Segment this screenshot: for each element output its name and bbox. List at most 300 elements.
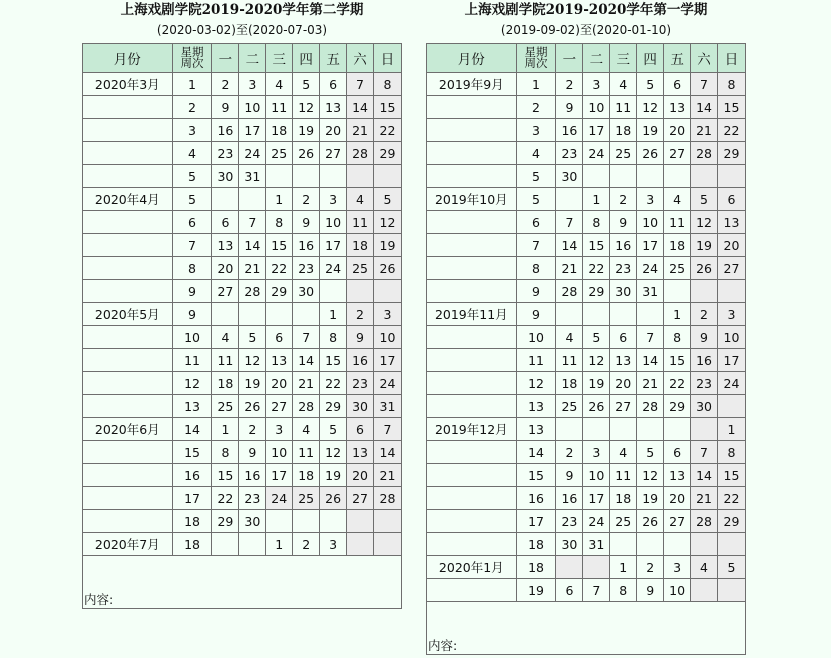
day-cell: 11 — [610, 464, 637, 487]
day-cell: 5 — [293, 73, 320, 96]
day-cell: 21 — [293, 372, 320, 395]
day-cell: 11 — [293, 441, 320, 464]
day-cell: 15 — [717, 464, 745, 487]
day-cell: 8 — [320, 326, 347, 349]
day-cell: 18 — [293, 464, 320, 487]
day-cell — [664, 533, 691, 556]
day-cell: 20 — [610, 372, 637, 395]
calendar-header — [427, 44, 746, 73]
day-cell: 25 — [556, 395, 583, 418]
day-cell: 21 — [691, 119, 718, 142]
calendar-row — [427, 280, 746, 303]
calendar-row — [83, 395, 402, 418]
month-cell: 2020年7月 — [83, 533, 173, 556]
day-cell: 17 — [717, 349, 745, 372]
day-cell: 30 — [691, 395, 718, 418]
day-cell: 3 — [583, 73, 610, 96]
week-number-cell: 13 — [172, 395, 212, 418]
calendar-body — [427, 73, 746, 655]
day-cell: 1 — [583, 188, 610, 211]
day-cell: 14 — [293, 349, 320, 372]
calendar-row — [427, 303, 746, 326]
week-number-cell: 9 — [172, 303, 212, 326]
calendar-row — [83, 142, 402, 165]
day-cell — [717, 533, 745, 556]
week-number-cell: 9 — [516, 303, 556, 326]
day-header: 五 — [664, 44, 691, 73]
week-number-cell: 8 — [172, 257, 212, 280]
day-cell: 9 — [556, 96, 583, 119]
day-cell: 5 — [373, 188, 401, 211]
day-cell: 25 — [664, 257, 691, 280]
day-cell — [717, 165, 745, 188]
week-number-cell: 18 — [516, 533, 556, 556]
day-cell: 24 — [373, 372, 401, 395]
day-cell: 26 — [637, 142, 664, 165]
day-cell: 24 — [239, 142, 266, 165]
month-cell — [427, 142, 517, 165]
day-cell: 1 — [266, 188, 293, 211]
week-number-cell: 5 — [172, 188, 212, 211]
month-header: 月份 — [427, 44, 517, 73]
calendar-row — [427, 556, 746, 579]
day-cell: 29 — [373, 142, 401, 165]
day-header: 日 — [717, 44, 745, 73]
day-cell: 30 — [212, 165, 239, 188]
day-cell: 15 — [320, 349, 347, 372]
day-cell: 15 — [717, 96, 745, 119]
notes-row — [83, 556, 402, 609]
day-cell: 10 — [583, 96, 610, 119]
day-cell: 4 — [266, 73, 293, 96]
day-cell — [664, 280, 691, 303]
day-cell: 16 — [293, 234, 320, 257]
day-cell: 11 — [556, 349, 583, 372]
day-cell: 8 — [717, 441, 745, 464]
month-cell: 2020年6月 — [83, 418, 173, 441]
day-cell: 8 — [717, 73, 745, 96]
calendar-row — [83, 418, 402, 441]
day-cell: 2 — [239, 418, 266, 441]
week-number-cell: 12 — [516, 372, 556, 395]
notes-label: 内容: — [427, 602, 746, 655]
day-cell: 27 — [664, 142, 691, 165]
calendar-row — [83, 119, 402, 142]
day-cell — [373, 280, 401, 303]
day-cell: 2 — [212, 73, 239, 96]
day-cell: 1 — [664, 303, 691, 326]
day-cell: 22 — [373, 119, 401, 142]
calendar-header — [83, 44, 402, 73]
day-cell: 5 — [691, 188, 718, 211]
day-cell: 3 — [717, 303, 745, 326]
day-cell: 2 — [293, 533, 320, 556]
day-cell: 6 — [556, 579, 583, 602]
day-cell: 23 — [212, 142, 239, 165]
day-cell — [347, 280, 374, 303]
month-cell — [427, 533, 517, 556]
calendar-row — [427, 257, 746, 280]
day-cell — [347, 510, 374, 533]
week-number-cell: 14 — [172, 418, 212, 441]
day-cell: 28 — [556, 280, 583, 303]
day-cell: 16 — [556, 119, 583, 142]
calendar-row — [83, 510, 402, 533]
calendar-row — [427, 188, 746, 211]
day-cell: 15 — [583, 234, 610, 257]
week-number-cell: 17 — [516, 510, 556, 533]
week-header-line1: 星期 — [180, 45, 204, 59]
day-cell — [691, 418, 718, 441]
week-number-cell: 19 — [516, 579, 556, 602]
day-cell: 21 — [691, 487, 718, 510]
week-header-line1: 星期 — [524, 45, 548, 59]
day-header: 二 — [239, 44, 266, 73]
day-cell: 31 — [583, 533, 610, 556]
week-number-cell: 18 — [516, 556, 556, 579]
day-cell — [373, 533, 401, 556]
day-cell: 20 — [347, 464, 374, 487]
calendar-row — [427, 464, 746, 487]
day-cell: 24 — [637, 257, 664, 280]
day-cell: 8 — [212, 441, 239, 464]
week-header-line2: 周次 — [524, 56, 548, 70]
day-cell: 8 — [610, 579, 637, 602]
week-header — [516, 44, 556, 73]
week-number-cell: 5 — [516, 165, 556, 188]
month-cell — [427, 280, 517, 303]
day-cell — [691, 165, 718, 188]
day-cell: 16 — [610, 234, 637, 257]
day-cell: 10 — [664, 579, 691, 602]
week-number-cell: 10 — [172, 326, 212, 349]
day-cell: 25 — [212, 395, 239, 418]
day-cell — [320, 165, 347, 188]
day-cell: 19 — [293, 119, 320, 142]
day-cell: 24 — [583, 510, 610, 533]
day-cell — [266, 303, 293, 326]
day-cell: 4 — [610, 73, 637, 96]
week-number-cell: 13 — [516, 418, 556, 441]
month-cell — [427, 257, 517, 280]
day-cell: 25 — [266, 142, 293, 165]
day-cell: 23 — [556, 510, 583, 533]
day-cell — [717, 395, 745, 418]
day-cell — [347, 533, 374, 556]
day-cell — [212, 303, 239, 326]
month-cell — [427, 372, 517, 395]
day-cell: 22 — [664, 372, 691, 395]
week-number-cell: 5 — [516, 188, 556, 211]
day-cell: 30 — [556, 165, 583, 188]
week-number-cell: 14 — [516, 441, 556, 464]
calendar-table — [426, 43, 746, 655]
calendar-row — [83, 487, 402, 510]
day-cell: 23 — [556, 142, 583, 165]
day-cell: 29 — [320, 395, 347, 418]
day-header: 日 — [373, 44, 401, 73]
day-cell: 4 — [347, 188, 374, 211]
week-number-cell: 3 — [172, 119, 212, 142]
calendar-row — [427, 418, 746, 441]
day-header: 二 — [583, 44, 610, 73]
day-cell: 30 — [239, 510, 266, 533]
day-cell — [212, 188, 239, 211]
month-cell — [83, 96, 173, 119]
day-cell: 21 — [637, 372, 664, 395]
day-cell: 21 — [239, 257, 266, 280]
day-cell: 22 — [717, 119, 745, 142]
day-cell: 4 — [556, 326, 583, 349]
day-cell: 11 — [664, 211, 691, 234]
month-cell — [83, 349, 173, 372]
day-cell — [556, 303, 583, 326]
day-header: 三 — [266, 44, 293, 73]
day-cell: 17 — [266, 464, 293, 487]
day-cell: 12 — [583, 349, 610, 372]
day-cell: 3 — [320, 533, 347, 556]
day-cell: 26 — [583, 395, 610, 418]
day-cell — [610, 165, 637, 188]
day-cell: 9 — [637, 579, 664, 602]
day-cell: 26 — [320, 487, 347, 510]
month-cell — [83, 234, 173, 257]
month-cell — [427, 441, 517, 464]
day-cell: 10 — [717, 326, 745, 349]
day-cell: 12 — [637, 96, 664, 119]
month-cell: 2019年9月 — [427, 73, 517, 96]
day-cell: 7 — [556, 211, 583, 234]
date-range: (2019-09-02)至(2020-01-10) — [500, 23, 672, 37]
day-cell: 17 — [583, 487, 610, 510]
day-cell: 22 — [583, 257, 610, 280]
day-cell — [293, 303, 320, 326]
day-cell: 30 — [293, 280, 320, 303]
date-range: (2020-03-02)至(2020-07-03) — [156, 23, 328, 37]
day-cell: 6 — [664, 73, 691, 96]
day-cell: 25 — [610, 142, 637, 165]
day-cell — [373, 165, 401, 188]
day-cell — [239, 303, 266, 326]
day-cell: 20 — [664, 487, 691, 510]
day-cell: 7 — [239, 211, 266, 234]
day-cell: 18 — [266, 119, 293, 142]
calendar-row — [427, 234, 746, 257]
week-number-cell: 4 — [172, 142, 212, 165]
day-cell: 27 — [320, 142, 347, 165]
month-cell — [427, 119, 517, 142]
day-cell — [717, 280, 745, 303]
day-cell: 16 — [556, 487, 583, 510]
day-cell: 12 — [320, 441, 347, 464]
day-cell: 13 — [610, 349, 637, 372]
day-cell — [637, 303, 664, 326]
day-cell: 28 — [347, 142, 374, 165]
day-cell: 18 — [347, 234, 374, 257]
month-cell — [427, 510, 517, 533]
day-cell: 14 — [347, 96, 374, 119]
day-cell: 2 — [347, 303, 374, 326]
month-cell: 2020年5月 — [83, 303, 173, 326]
day-cell: 24 — [266, 487, 293, 510]
day-cell: 14 — [691, 464, 718, 487]
week-number-cell: 18 — [172, 510, 212, 533]
week-number-cell: 9 — [172, 280, 212, 303]
day-header: 一 — [556, 44, 583, 73]
day-cell: 27 — [266, 395, 293, 418]
day-cell — [293, 165, 320, 188]
day-cell — [583, 556, 610, 579]
calendar-body — [83, 73, 402, 609]
day-cell: 27 — [347, 487, 374, 510]
day-cell: 28 — [239, 280, 266, 303]
day-cell — [266, 165, 293, 188]
month-cell — [83, 257, 173, 280]
day-cell: 11 — [347, 211, 374, 234]
day-cell: 10 — [637, 211, 664, 234]
day-cell: 7 — [373, 418, 401, 441]
day-cell: 17 — [637, 234, 664, 257]
day-cell — [610, 418, 637, 441]
day-cell: 31 — [239, 165, 266, 188]
day-cell: 12 — [691, 211, 718, 234]
calendar-row — [427, 487, 746, 510]
day-cell: 2 — [610, 188, 637, 211]
calendar-title: 上海戏剧学院2019-2020学年第二学期 — [120, 2, 364, 18]
day-cell: 19 — [637, 487, 664, 510]
day-cell — [556, 556, 583, 579]
day-cell: 20 — [664, 119, 691, 142]
week-header — [172, 44, 212, 73]
day-cell: 13 — [320, 96, 347, 119]
day-cell — [637, 533, 664, 556]
day-cell — [583, 303, 610, 326]
week-number-cell: 5 — [172, 165, 212, 188]
day-cell: 27 — [664, 510, 691, 533]
day-header: 四 — [637, 44, 664, 73]
day-cell: 30 — [347, 395, 374, 418]
day-cell: 29 — [717, 510, 745, 533]
week-number-cell: 2 — [516, 96, 556, 119]
day-cell: 4 — [293, 418, 320, 441]
day-cell — [373, 510, 401, 533]
month-cell — [427, 326, 517, 349]
calendar-row — [427, 533, 746, 556]
day-cell: 19 — [583, 372, 610, 395]
day-cell: 13 — [664, 464, 691, 487]
day-cell: 11 — [212, 349, 239, 372]
day-cell: 13 — [664, 96, 691, 119]
month-header: 月份 — [83, 44, 173, 73]
month-cell: 2019年12月 — [427, 418, 517, 441]
day-cell — [637, 418, 664, 441]
week-number-cell: 11 — [172, 349, 212, 372]
week-number-cell: 7 — [172, 234, 212, 257]
day-cell — [583, 418, 610, 441]
day-cell: 14 — [556, 234, 583, 257]
day-cell: 8 — [664, 326, 691, 349]
month-cell — [427, 211, 517, 234]
day-cell: 22 — [212, 487, 239, 510]
calendar-row — [427, 73, 746, 96]
day-cell: 19 — [637, 119, 664, 142]
day-cell: 6 — [717, 188, 745, 211]
day-cell: 26 — [293, 142, 320, 165]
day-cell: 27 — [212, 280, 239, 303]
day-cell: 13 — [347, 441, 374, 464]
day-cell — [583, 165, 610, 188]
day-cell: 8 — [583, 211, 610, 234]
week-number-cell: 3 — [516, 119, 556, 142]
month-cell — [427, 487, 517, 510]
day-cell: 9 — [556, 464, 583, 487]
day-cell: 3 — [583, 441, 610, 464]
day-cell: 29 — [717, 142, 745, 165]
day-cell: 2 — [293, 188, 320, 211]
month-cell: 2020年4月 — [83, 188, 173, 211]
day-cell: 23 — [610, 257, 637, 280]
day-cell: 25 — [610, 510, 637, 533]
day-cell — [320, 280, 347, 303]
week-number-cell: 10 — [516, 326, 556, 349]
calendar-row — [83, 372, 402, 395]
day-cell: 17 — [583, 119, 610, 142]
day-cell: 23 — [347, 372, 374, 395]
day-cell: 15 — [664, 349, 691, 372]
day-header: 五 — [320, 44, 347, 73]
day-cell: 9 — [293, 211, 320, 234]
day-cell: 18 — [664, 234, 691, 257]
day-cell: 9 — [610, 211, 637, 234]
month-cell — [83, 510, 173, 533]
month-cell — [83, 165, 173, 188]
day-cell: 23 — [293, 257, 320, 280]
month-cell — [83, 326, 173, 349]
month-cell: 2019年10月 — [427, 188, 517, 211]
day-cell: 25 — [347, 257, 374, 280]
day-cell — [212, 533, 239, 556]
day-cell: 9 — [212, 96, 239, 119]
day-cell: 29 — [266, 280, 293, 303]
calendar-row — [83, 280, 402, 303]
day-cell: 7 — [293, 326, 320, 349]
day-cell: 22 — [320, 372, 347, 395]
month-cell: 2020年1月 — [427, 556, 517, 579]
day-cell: 10 — [239, 96, 266, 119]
day-cell: 10 — [266, 441, 293, 464]
day-cell: 9 — [239, 441, 266, 464]
month-cell — [83, 142, 173, 165]
calendar-row — [427, 510, 746, 533]
day-cell: 5 — [717, 556, 745, 579]
day-cell: 14 — [373, 441, 401, 464]
day-cell: 5 — [637, 441, 664, 464]
day-cell: 17 — [239, 119, 266, 142]
day-header: 六 — [347, 44, 374, 73]
day-cell: 19 — [239, 372, 266, 395]
calendar-table — [82, 43, 402, 609]
week-number-cell: 18 — [172, 533, 212, 556]
day-cell: 31 — [373, 395, 401, 418]
day-cell: 3 — [320, 188, 347, 211]
week-number-cell: 15 — [172, 441, 212, 464]
day-cell: 6 — [664, 441, 691, 464]
day-cell: 15 — [373, 96, 401, 119]
calendar-row — [83, 533, 402, 556]
day-cell — [239, 188, 266, 211]
day-cell: 19 — [320, 464, 347, 487]
calendar-row — [427, 579, 746, 602]
